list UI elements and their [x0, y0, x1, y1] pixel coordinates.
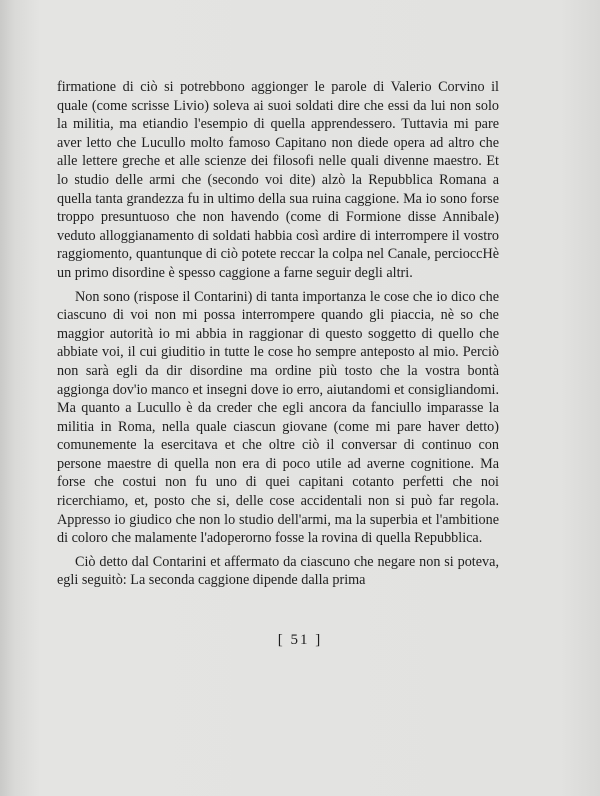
page-number: [ 51 ]: [277, 632, 323, 648]
body-text: [57, 78, 499, 590]
paragraph-1: firmatione di ciò si potrebbono aggionger le parole di Valerio Corvino il quale (come scrisse Livio) soleva ai suoi soldati dire che essi da lui non solo la militia, ma etiandio l'esempio di quella apprendessero. Tuttavia mi pare aver letto che Lucullo molto famoso Capitano non diede opera ad altro che alle lettere greche et alle scienze dei filosofi nelle quali divenne maestro. Et lo studio delle armi che (secondo voi dite) alzò la Repubblica Romana a quella tanta grandezza fu in ultimo della sua ruina caggione. Ma io sono forse troppo presuntuoso che non havendo (come di Formione disse Annibale) veduto alloggianamento di soldati habbia così ardire di interrompere il vostro raggiomento, quantunque di ciò potete reccar la colpa nel Canale, percioccHè un primo disordine è spesso caggione a farne seguir degli altri.: [57, 79, 499, 281]
paragraph-3: Ciò detto dal Contarini et affermato da ciascuno che negare non si poteva, egli seguitò: La seconda caggione dipende dalla prima: [57, 553, 499, 589]
paragraph-2: Non sono (rispose il Contarini) di tanta importanza le cose che io dico che ciascuno di voi non mi possa interrompere quando gli piaccia, nè so che maggior autorità io mi abbia in raggionar di questo soggetto di quello che abbiate voi, il cui giuditio in tutte le cose ho sempre anteposto al mio. Perciò non sarà egli da dir disordine ma ordine più tosto che la vostra bontà aggionga dov'io manco et insegni dove io erro, aiutandomi et consigliandomi. Ma quanto a Lucullo è da creder che egli ancora da fanciullo imparasse la militia in Roma, nella quale ciascun giovane (come mi pare haver detto) comunemente la esercitava et che oltre ciò il conversar di continuo con persone maestre di quella non era di poco utile ad averne cognitione. Ma forse che costui non fu uno di quei capitani cotanto perfetti che noi ricerchiamo, et, posto che si, delle cose accidentali non si può far regola. Appresso io giudico che non lo studio dell'armi, ma la superbia et l'ambitione di coloro che malamente l'adoperorno fosse la rovina di quella Repubblica.: [57, 288, 499, 547]
